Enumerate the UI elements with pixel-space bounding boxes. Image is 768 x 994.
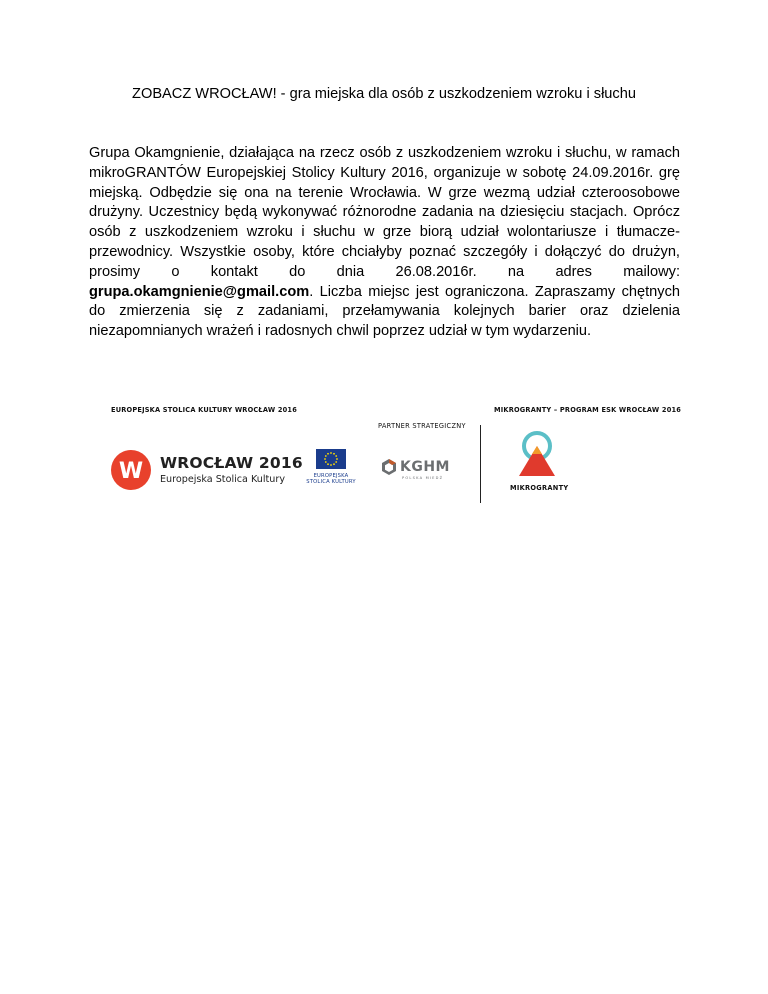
logo-divider	[480, 425, 481, 503]
kghm-name: KGHM	[400, 459, 450, 475]
eu-label-line2: STOLICA KULTURY	[306, 479, 356, 486]
wroclaw-2016-subtitle: Europejska Stolica Kultury	[160, 474, 285, 485]
mikrogranty-logo-icon	[515, 430, 559, 480]
paragraph-text-after-email: . Liczba miejsc jest ograniczona. Zapraszamy chętnych do zmierzenia się z zadaniami, przełamywania kolejnych barier oraz dzielenia niezapomnianych wrażeń i radosnych chwil poprzez udział w tym wydarzeniu.	[89, 283, 680, 340]
mikrogranty-header-label: MIKROGRANTY – PROGRAM ESK WROCŁAW 2016	[494, 406, 682, 414]
strategic-partner-label: PARTNER STRATEGICZNY	[378, 422, 466, 430]
svg-text:W: W	[118, 459, 144, 484]
document-title: ZOBACZ WROCŁAW! - gra miejska dla osób z uszkodzeniem wzroku i słuchu	[132, 86, 636, 102]
kghm-logo-icon	[380, 458, 398, 476]
kghm-subtitle: POLSKA MIEDŹ	[402, 476, 444, 480]
paragraph-text-before-email: Grupa Okamgnienie, działająca na rzecz osób z uszkodzeniem wzroku i słuchu, w ramach mikroGRANTÓW Europejskiej Stolicy Kultury 2016, organizuje w sobotę 24.09.2016r. grę miejską. Odbędzie się ona na terenie Wrocławia. W grze wezmą udział czteroosobowe drużyny. Uczestnicy będą wykonywać różnorodne zadania na dziesięciu stacjach. Oprócz osób z uszkodzeniem wzroku i słuchu w grze biorą udział wolontariusze i tłumacze-przewodnicy. Wszystkie osoby, które chciałyby poznać szczegóły i dołączyć do drużyn, prosimy o kontakt do dnia 26.08.2016r. na adres mailowy:	[89, 145, 680, 280]
wroclaw-2016-logo-icon	[110, 449, 152, 491]
esk-header-label: EUROPEJSKA STOLICA KULTURY WROCŁAW 2016	[111, 406, 297, 414]
eu-flag-icon	[316, 449, 346, 469]
mikrogranty-name: MIKROGRANTY	[510, 484, 569, 492]
wroclaw-2016-title: WROCŁAW 2016	[160, 454, 303, 472]
eu-label-line1: EUROPEJSKA	[313, 473, 349, 479]
contact-email: grupa.okamgnienie@gmail.com	[89, 283, 310, 300]
eu-capital-label	[302, 473, 360, 485]
